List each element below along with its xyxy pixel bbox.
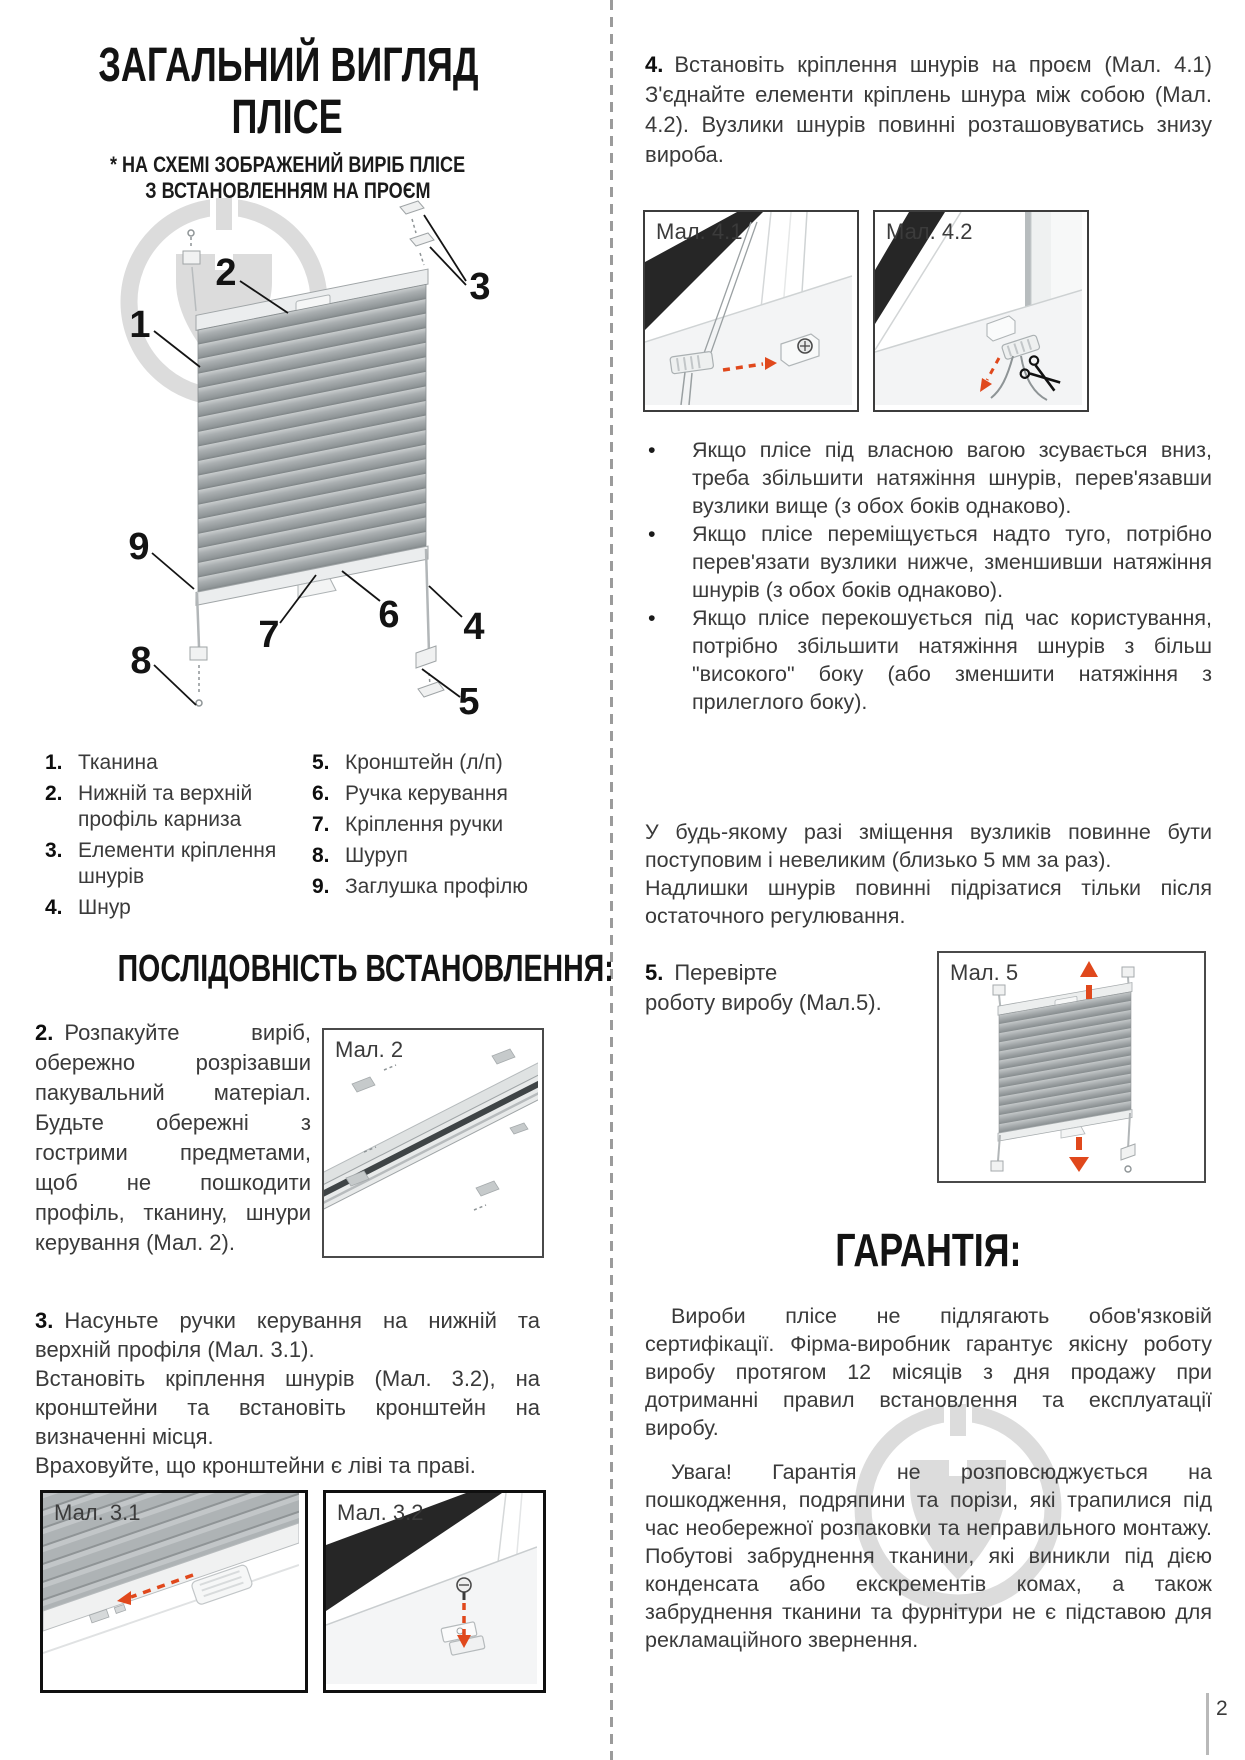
figure-2-illustration bbox=[324, 1030, 538, 1252]
callout-6: 6 bbox=[378, 594, 400, 636]
screw-icon bbox=[196, 700, 202, 706]
note-1: У будь-якому разі зміщення вузликів повинне бути поступовим і невеликим (близько 5 мм за раз). bbox=[645, 820, 1212, 872]
list-item: • Якщо плісе під власною вагою зсувається вниз, треба збільшити натяжіння шнурів, перев'язавши вузлики вище (з обох боків однаково). bbox=[648, 438, 1212, 518]
bullet-icon: • bbox=[648, 438, 656, 462]
screw-icon bbox=[188, 230, 194, 236]
list-item: • Якщо плісе перекошується під час користування, потрібно збільшити натяжіння шнурів з більш "високого" боку (або зменшити натяжіння з прилеглого боку). bbox=[648, 606, 1212, 714]
step-2-text: 2. Розпакуйте виріб, обережно розрізавши пакувальний матеріал. Будьте обережні з гострими предметами, щоб не пошкодити профіль, тканину, шнури керування (Мал. 2). bbox=[35, 1020, 311, 1255]
callout-7: 7 bbox=[258, 614, 280, 656]
list-item: 9. Заглушка профілю bbox=[312, 875, 529, 898]
page-title bbox=[35, 40, 540, 144]
list-item: 6. Ручка керування bbox=[312, 782, 508, 805]
figure-4-1 bbox=[643, 210, 859, 412]
cord-fixing-icon bbox=[400, 201, 424, 214]
figure-2 bbox=[322, 1028, 544, 1258]
figure-4-1-label: Мал. 4.1 bbox=[656, 219, 743, 244]
callout-5: 5 bbox=[458, 681, 480, 723]
callout-4: 4 bbox=[463, 606, 485, 648]
subtitle-line2: З ВСТАНОВЛЕННЯМ НА ПРОЄМ bbox=[144, 178, 431, 203]
title-line1: ЗАГАЛЬНИЙ ВИГЛЯД bbox=[98, 39, 479, 92]
callout-3: 3 bbox=[469, 266, 491, 308]
cord-fixing-icon bbox=[410, 233, 434, 246]
list-item: 8. Шуруп bbox=[312, 844, 408, 867]
cord bbox=[426, 549, 429, 653]
list-item: 5. Кронштейн (л/п) bbox=[312, 751, 503, 774]
adjustment-notes bbox=[645, 818, 1212, 930]
list-item: 7. Кріплення ручки bbox=[312, 813, 504, 836]
figure-4-2-label: Мал. 4.2 bbox=[886, 219, 973, 244]
column-divider bbox=[609, 0, 614, 1760]
figure-3-2 bbox=[323, 1490, 546, 1693]
parts-list-col1 bbox=[45, 750, 307, 926]
bullet-icon: • bbox=[648, 522, 656, 546]
figure-3-1 bbox=[40, 1490, 308, 1693]
callout-1: 1 bbox=[129, 304, 151, 346]
figure-4-2 bbox=[873, 210, 1089, 412]
step-3-text: 3. Насуньте ручки керування на нижній та верхній профіля (Мал. 3.1). Встановіть кріплення шнурів (Мал. 3.2), на кронштейни та встановіть кронштейн на визначенні місця. Враховуйте, що кронштейни є ліві та праві. bbox=[35, 1308, 540, 1478]
pleated-panel bbox=[196, 269, 428, 618]
section-heading-warranty: ГАРАНТІЯ: bbox=[835, 1224, 1022, 1276]
warranty-paragraph-2: Увага! Гарантія не розповсюджується на пошкодження, подряпини та порізи, які трапилися під час необережної розпаковки та неправильного монтажу. Побутові забруднення тканини, які виникли під дією конденсата або екскрементів комах, а також забруднення тканини та фурнітури не є підставою для рекламаційного звернення. bbox=[645, 1460, 1212, 1652]
figure-3-1-label: Мал. 3.1 bbox=[54, 1500, 141, 1525]
parts-list-col2 bbox=[312, 750, 542, 905]
step-3-number: 3. bbox=[35, 1308, 54, 1333]
step-5-text: 5. Перевірте роботу виробу (Мал.5). bbox=[645, 960, 882, 1015]
figure-2-label: Мал. 2 bbox=[335, 1037, 404, 1062]
note-2: Надлишки шнурів повинні підрізатися тільки після остаточного регулювання. bbox=[645, 876, 1212, 928]
title-line2: ПЛІСЕ bbox=[231, 91, 344, 144]
page-number-rule bbox=[1206, 1693, 1209, 1755]
bullet-icon: • bbox=[648, 606, 656, 630]
section-heading-install: ПОСЛІДОВНІСТЬ ВСТАНОВЛЕННЯ: bbox=[117, 948, 614, 990]
callout-2: 2 bbox=[215, 252, 237, 294]
callout-8: 8 bbox=[130, 640, 152, 682]
adjustment-bullet-list bbox=[648, 436, 1212, 716]
list-item: • Якщо плісе переміщується надто туго, потрібно перев'язати вузлики нижче, зменшивши натяжіння шнурів (з обох боків однаково). bbox=[648, 522, 1212, 602]
figure-5-label: Мал. 5 bbox=[950, 960, 1019, 985]
list-item: 3. Елементи кріплення шнурів bbox=[45, 839, 277, 888]
bracket-icon bbox=[416, 646, 436, 668]
list-item: 2. Нижній та верхній профіль карниза bbox=[45, 782, 253, 831]
subtitle-line1: * НА СХЕМІ ЗОБРАЖЕНИЙ ВИРІБ ПЛІСЕ bbox=[109, 152, 466, 177]
callout-9: 9 bbox=[128, 526, 150, 568]
figure-5 bbox=[937, 951, 1206, 1183]
figure-3-2-label: Мал. 3.2 bbox=[337, 1500, 424, 1525]
page-number: 2 bbox=[1216, 1697, 1228, 1720]
bracket-icon bbox=[190, 647, 207, 660]
list-item: 1. Тканина bbox=[45, 751, 158, 774]
bracket-icon bbox=[183, 251, 200, 264]
blind-overview-diagram bbox=[70, 195, 530, 755]
figure-5-illustration bbox=[939, 953, 1200, 1177]
warranty-paragraph-1: Вироби плісе не підлягають обов'язковій сертифікації. Фірма-виробник гарантує якісну роботу виробу протягом 12 місяців з дня продажу при дотриманні правил встановлення та експлуатації виробу. bbox=[645, 1304, 1212, 1440]
step-4-number: 4. bbox=[645, 52, 664, 77]
step-5-number: 5. bbox=[645, 960, 664, 985]
list-item: 4. Шнур bbox=[45, 896, 131, 919]
step-2-number: 2. bbox=[35, 1020, 54, 1045]
step-4-text: 4. Встановіть кріплення шнурів на проєм (Мал. 4.1) З'єднайте елементи кріплень шнура між собою (Мал. 4.2). Вузлики шнурів повинні розташовуватись знизу вироба. bbox=[645, 52, 1212, 167]
bracket-icon bbox=[418, 682, 444, 697]
